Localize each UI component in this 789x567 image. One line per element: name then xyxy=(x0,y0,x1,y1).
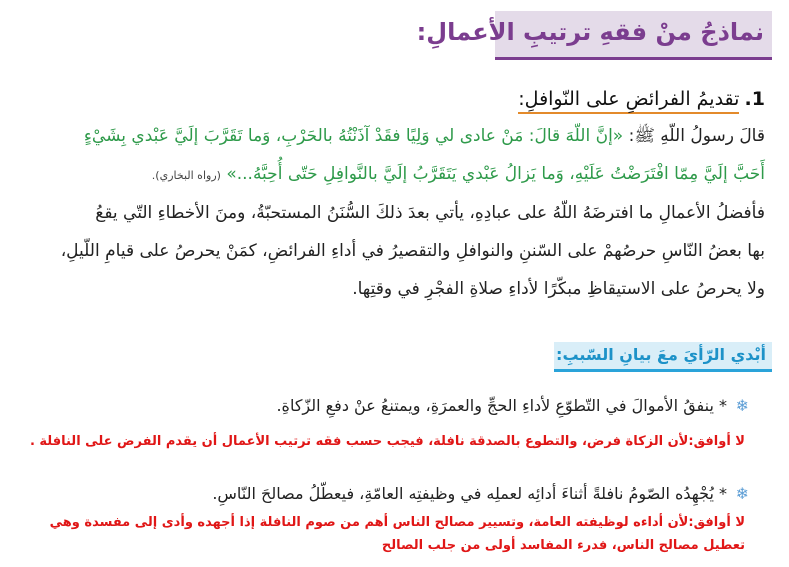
paragraph-line-3: ولا يحرصُ على الاستيقاظِ مبكّرًا لأداءِ صلاةِ الفجْرِ في وقتِها. xyxy=(352,279,765,299)
section-number: 1. xyxy=(744,88,765,110)
hadith-text-2: أَحَبَّ إلَيَّ مِمّا افْتَرَضْتُ عَلَيْهِ، وَما يَزالُ عَبْدي يَتَقَرَّبُ إلَيَّ بالنَّوافِلِ حَتّى أُحِبَّهُ...» xyxy=(226,164,765,184)
snowflake-icon: ❄ xyxy=(735,396,749,415)
item-1-statement: * ينفقُ الأموالَ في التّطوّعِ لأداءِ الحجِّ والعمرَةِ، ويمتنعُ عنْ دفعِ الزّكاةِ. xyxy=(276,396,727,415)
item-1-answer: لا أوافق:لأن الزكاة فرض، والتطوع بالصدقة نافلة، فيجب حسب فقه ترتيب الأعمال أن يقدم الفرض على النافلة . xyxy=(29,434,745,449)
item-2-statement: * يُجْهِدُه الصّومُ نافلةً أثناءَ أدائِه لعملِه في وظيفتِه العامّةِ، فيعطّلُ مصالحَ النّاسِ. xyxy=(212,484,727,503)
hadith-source: (رواه البخاري). xyxy=(151,169,221,182)
title-banner xyxy=(416,11,772,60)
hadith-line-1 xyxy=(84,125,765,150)
hadith-line-2 xyxy=(152,164,765,184)
snowflake-icon: ❄ xyxy=(735,484,749,503)
paragraph-line-1: فأفضلُ الأعمالِ ما افترضَهُ اللّهُ على عبادِهِ، يأتي بعدَ ذلكَ السُّنَنُ المستحبّةُ، ومنَ الأخطاءِ التّي يقعُ xyxy=(95,203,765,223)
section-heading xyxy=(518,88,765,118)
page-title: نماذجُ منْ فقهِ ترتيبِ الأعمالِ: xyxy=(416,18,764,46)
paragraph-line-2: بها بعضُ النّاسِ حرصُهمْ على السّننِ والنوافلِ والتقصيرُ في أداءِ الفرائضِ، كمَنْ يحرصُ على قيامِ اللّيلِ، xyxy=(60,241,765,261)
item-2-answer-line-1: لا أوافق:لأن أداءه لوظيفته العامة، وتسيير مصالح الناس أهم من صوم النافلة إذا أجهده وأدى إلى مفسدة وهي xyxy=(49,515,745,530)
opinion-banner xyxy=(554,342,772,372)
hadith-lead: قالَ رسولُ اللّهِ ﷺ: xyxy=(623,126,765,146)
opinion-heading: أبْدي الرّأيَ معَ بيانِ السّببِ: xyxy=(556,345,766,364)
hadith-text-1: «إنَّ اللّهَ قالَ: مَنْ عادى لي وَلِيًا فقَدْ آذَنْتُهُ بالحَرْبِ، وَما تَقَرَّبَ إلَيَّ عَبْدي بِشَيْءٍ xyxy=(83,126,624,146)
item-2-answer-line-2: تعطيل مصالح الناس، فدرء المفاسد أولى من جلب الصالح xyxy=(381,538,745,553)
section-title: تقديمُ الفرائضِ على النّوافلِ: xyxy=(518,88,739,114)
